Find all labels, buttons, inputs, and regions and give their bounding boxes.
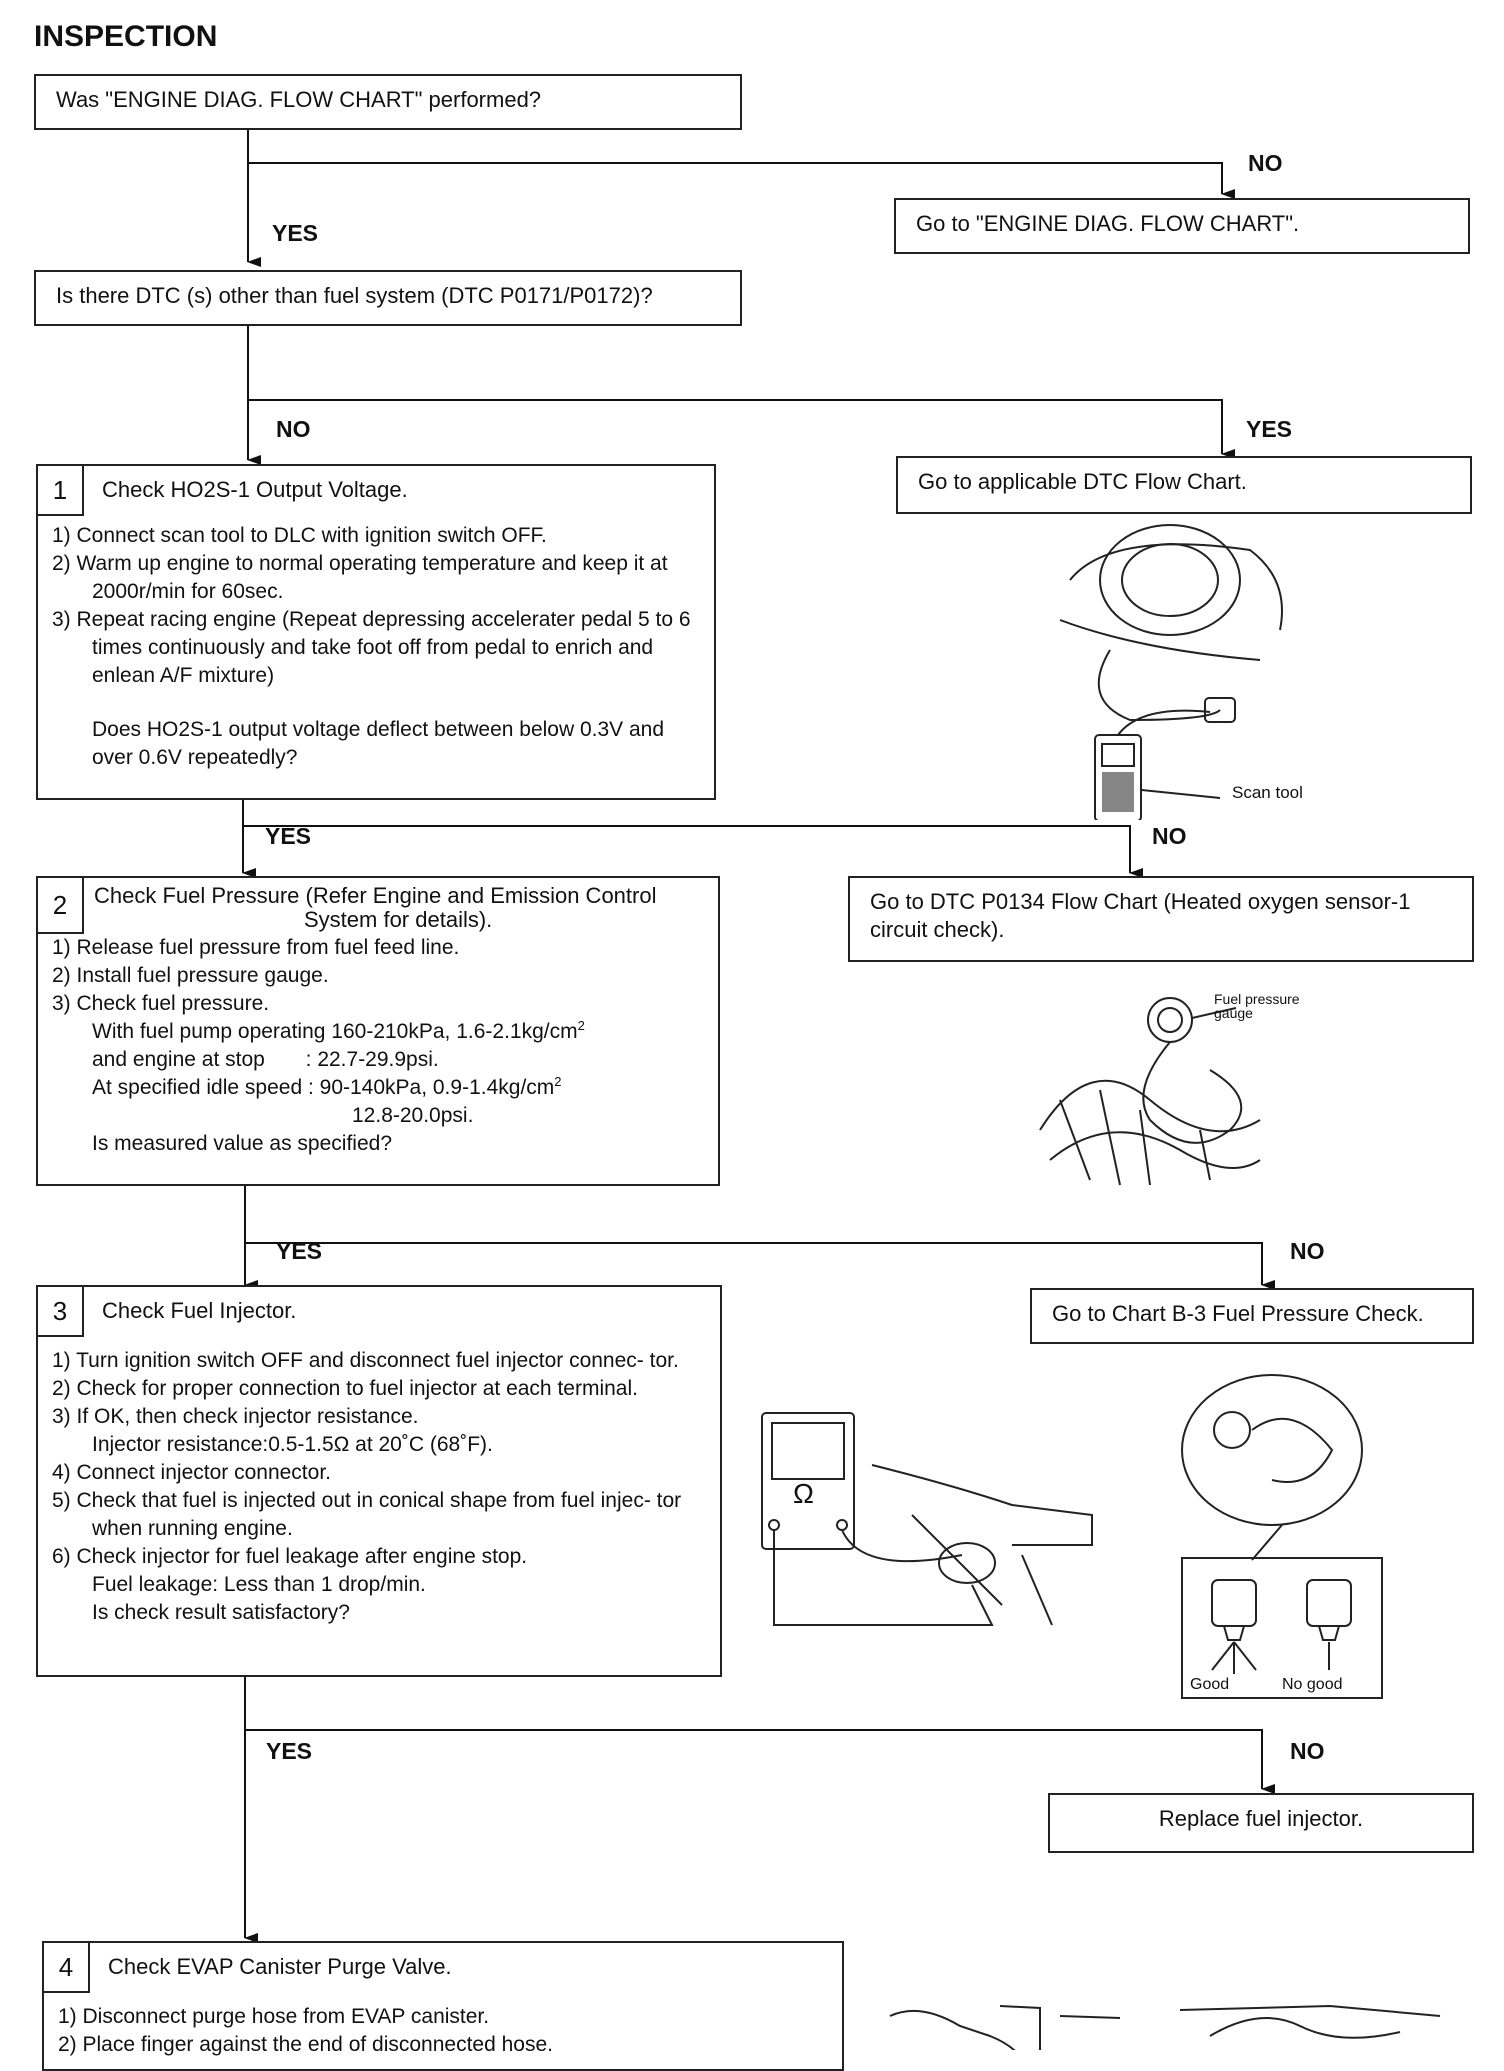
- q0-text: Was "ENGINE DIAG. FLOW CHART" performed?: [56, 87, 542, 112]
- scan-tool-caption: Scan tool: [1232, 783, 1303, 802]
- q0-no-label: NO: [1248, 150, 1283, 176]
- step1-item: 1) Connect scan tool to DLC with ignition switch OFF.: [52, 524, 547, 547]
- step2-item: 2) Install fuel pressure gauge.: [52, 964, 329, 987]
- step2-no-action-box: [1030, 1288, 1474, 1344]
- step2-spec-a1-text: With fuel pump operating 160-210kPa, 1.6-2.1kg/cm: [92, 1020, 578, 1043]
- step1-item: 3) Repeat racing engine (Repeat depressing accelerater pedal 5 to 6 times continuously and take foot off from pedal to enrich and enlean A/F mixture): [52, 608, 691, 687]
- step4-title: Check EVAP Canister Purge Valve.: [108, 1954, 452, 1979]
- step1-body: [38, 516, 714, 782]
- q1-box: [34, 270, 742, 326]
- step2-sup: 2: [554, 1074, 562, 1089]
- ohm-symbol: Ω: [793, 1478, 814, 1509]
- q1-text: Is there DTC (s) other than fuel system (DTC P0171/P0172)?: [56, 283, 653, 308]
- q1-yes-line: [248, 400, 1222, 454]
- fuel-pressure-caption-b: gauge: [1214, 1005, 1253, 1021]
- step3-item: 4) Connect injector connector.: [52, 1461, 331, 1484]
- step2-no-label: NO: [1290, 1238, 1325, 1264]
- step2-title-line-a: Check Fuel Pressure (Refer Engine and Emission Control: [94, 883, 657, 908]
- step2-no-line: [245, 1243, 1262, 1285]
- fuel-pressure-caption-a: Fuel pressure: [1214, 991, 1300, 1007]
- step1-item: 2) Warm up engine to normal operating temperature and keep it at 2000r/min for 60sec.: [52, 552, 668, 603]
- step3-number: 3: [38, 1287, 84, 1337]
- scan-tool-figure: [1050, 520, 1330, 820]
- step1-no-label: NO: [1152, 823, 1187, 849]
- step1-no-action-text: Go to DTC P0134 Flow Chart (Heated oxygen sensor-1 circuit check).: [870, 889, 1411, 942]
- step1-box: [36, 464, 716, 800]
- step2-item: 3) Check fuel pressure.: [52, 992, 270, 1015]
- evap-figures: [880, 1996, 1470, 2050]
- step1-number: 1: [38, 466, 84, 516]
- step3-question: Is check result satisfactory?: [92, 1601, 350, 1624]
- step1-no-action-box: [848, 876, 1474, 962]
- step2-spec-a1: [52, 1018, 708, 1046]
- injector-nogood-caption: No good: [1282, 1676, 1343, 1693]
- step1-header: [38, 466, 714, 516]
- q0-no-line: [248, 163, 1222, 194]
- q0-yes-label: YES: [272, 220, 319, 246]
- injector-spray-figure: [1172, 1370, 1402, 1700]
- q0-no-action-box: [894, 198, 1470, 254]
- step2-spec-b1: [52, 1074, 708, 1102]
- step3-item: 2) Check for proper connection to fuel injector at each terminal.: [52, 1377, 638, 1400]
- injector-good-caption: Good: [1190, 1676, 1230, 1693]
- q0-box: [34, 74, 742, 130]
- step3-leak: Fuel leakage: Less than 1 drop/min.: [92, 1573, 426, 1596]
- step3-item: 1) Turn ignition switch OFF and disconnect fuel injector connec- tor.: [52, 1349, 679, 1372]
- step2-header: [38, 878, 718, 934]
- step3-item: 6) Check injector for fuel leakage after engine stop.: [52, 1545, 528, 1568]
- step4-item: 1) Disconnect purge hose from EVAP canister.: [58, 2005, 490, 2028]
- q1-yes-action-box: [896, 456, 1472, 514]
- step3-header: [38, 1287, 720, 1337]
- step2-number: 2: [38, 878, 84, 934]
- step2-item: 1) Release fuel pressure from fuel feed line.: [52, 936, 460, 959]
- step3-body: [38, 1337, 720, 1637]
- step2-title: [84, 878, 666, 934]
- q1-yes-action-text: Go to applicable DTC Flow Chart.: [918, 469, 1247, 494]
- step4-item: 2) Place finger against the end of disconnected hose.: [58, 2033, 553, 2056]
- step2-no-action-text: Go to Chart B-3 Fuel Pressure Check.: [1052, 1301, 1424, 1326]
- page-title: INSPECTION: [34, 20, 218, 53]
- step1-yes-label: YES: [265, 823, 312, 849]
- q0-no-action-text: Go to "ENGINE DIAG. FLOW CHART".: [916, 211, 1300, 236]
- step2-yes-label: YES: [276, 1238, 323, 1264]
- q1-yes-label: YES: [1246, 416, 1293, 442]
- step2-sup: 2: [577, 1018, 585, 1033]
- step4-number: 4: [44, 1943, 90, 1993]
- step3-no-line: [245, 1730, 1262, 1789]
- step3-resistance: Injector resistance:0.5-1.5Ω at 20˚C (68˚F).: [92, 1433, 493, 1456]
- step1-title: Check HO2S-1 Output Voltage.: [102, 477, 408, 502]
- step1-question: Does HO2S-1 output voltage deflect between below 0.3V and over 0.6V repeatedly?: [92, 718, 665, 769]
- step2-spec-b2: 12.8-20.0psi.: [352, 1104, 474, 1127]
- step4-header: [44, 1943, 842, 1993]
- step3-no-action-box: [1048, 1793, 1474, 1853]
- q1-no-label: NO: [276, 416, 311, 442]
- step3-item: 5) Check that fuel is injected out in conical shape from fuel injec- tor when running engine.: [52, 1489, 682, 1540]
- step2-spec-b1-text: At specified idle speed : 90-140kPa, 0.9-1.4kg/cm: [92, 1076, 555, 1099]
- step2-question: Is measured value as specified?: [92, 1132, 392, 1155]
- step1-no-line: [243, 826, 1130, 873]
- step4-body: [44, 1993, 842, 2069]
- step3-title: Check Fuel Injector.: [102, 1298, 297, 1323]
- step3-box: [36, 1285, 722, 1677]
- step2-spec-a2: and engine at stop : 22.7-29.9psi.: [92, 1048, 439, 1071]
- step2-title-line-b: System for details).: [304, 907, 493, 932]
- step4-box: [42, 1941, 844, 2071]
- step3-item: 3) If OK, then check injector resistance.: [52, 1405, 419, 1428]
- step2-box: [36, 876, 720, 1186]
- step2-body: [38, 934, 718, 1168]
- ohmmeter-figure: [752, 1405, 1122, 1645]
- step3-no-action-text: Replace fuel injector.: [1158, 1806, 1364, 1831]
- step3-no-label: NO: [1290, 1738, 1325, 1764]
- step3-yes-label: YES: [266, 1738, 313, 1764]
